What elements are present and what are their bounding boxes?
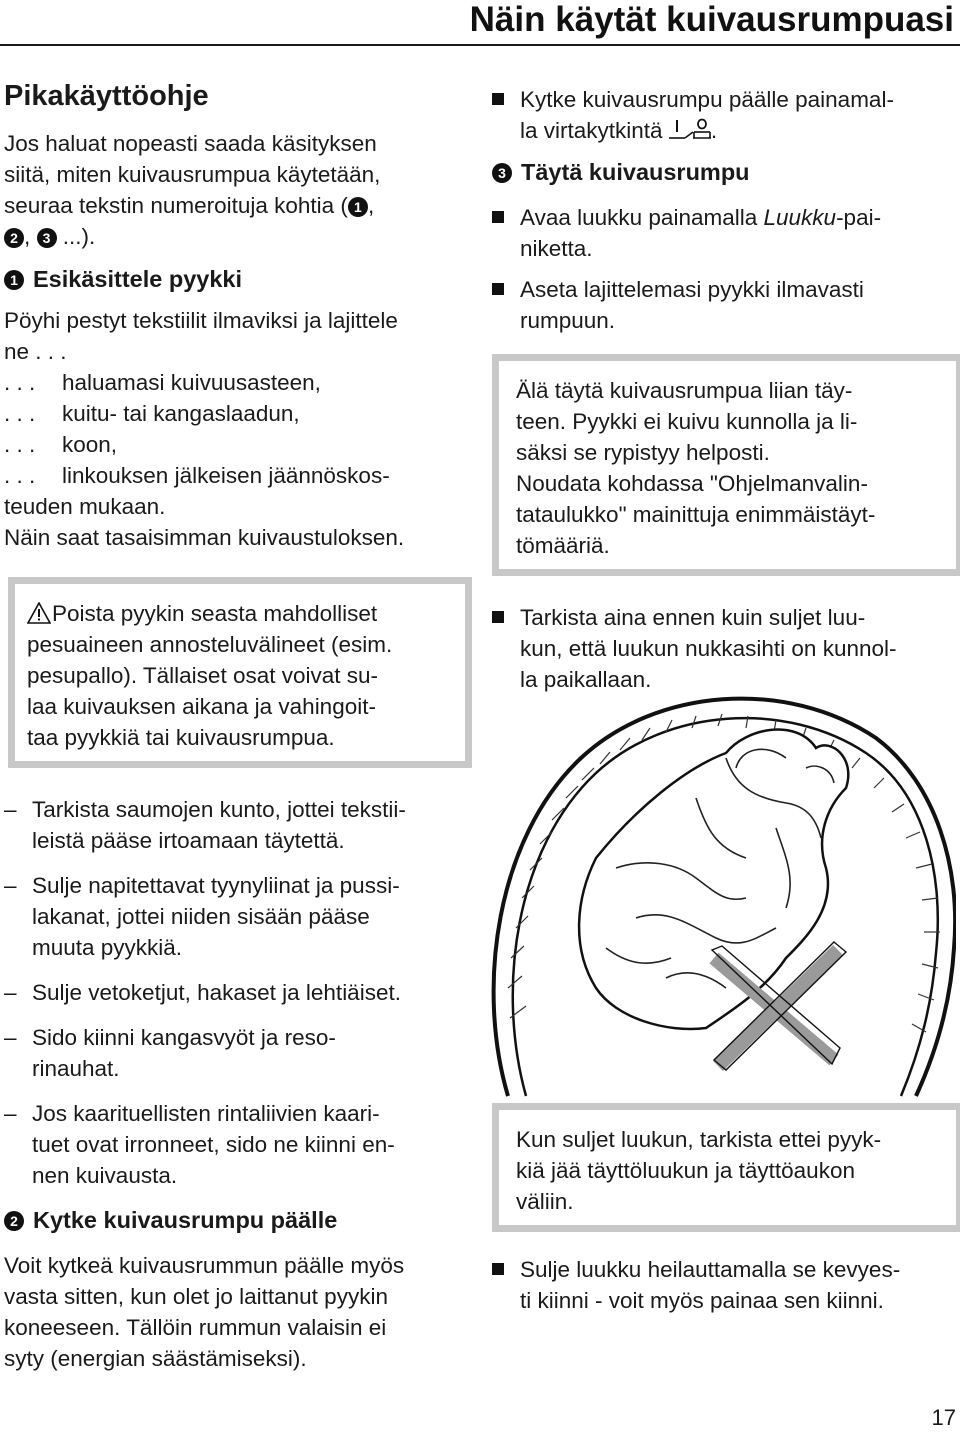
step-3-heading: 3 Täytä kuivausrumpu bbox=[492, 157, 956, 188]
step-1-number-icon: 1 bbox=[4, 270, 24, 290]
left-column bbox=[4, 80, 470, 1374]
step-1-tail-1: teuden mukaan. bbox=[4, 494, 166, 519]
bullet-item: Kytke kuivausrumpu päälle painamal- la virtakytkintä . bbox=[492, 84, 956, 146]
bullet-item: Tarkista aina ennen kuin suljet luu- kun, että luukun nukkasihti on kunnol- la paikallaan. bbox=[492, 602, 956, 695]
dash-item: – Sido kiinni kangasvyöt ja reso- rinauhat. bbox=[4, 1025, 336, 1081]
step-1-line-1: Pöyhi pestyt tekstiilit ilmaviksi ja lajittele bbox=[4, 308, 398, 333]
bullet-item: Aseta lajittelemasi pyykki ilmavasti rumpuun. bbox=[492, 274, 956, 336]
warning-box: Poista pyykin seasta mahdolliset pesuaineen annosteluvälineet (esim. pesupallo). Tällaiset osat voivat su- laa kuivauksen aikana ja vahingoit- taa pyykkiä tai kuivausrumpua. bbox=[8, 577, 472, 768]
step-3-number-icon: 3 bbox=[492, 163, 512, 183]
bullet-item: Sulje luukku heilauttamalla se kevyes- ti kiinni - voit myös painaa sen kiinni. bbox=[492, 1254, 956, 1316]
intro-line-4: 2 , 3 ...). bbox=[4, 221, 470, 252]
step-1-line-2: ne . . . bbox=[4, 339, 67, 364]
step-2-heading: 2 Kytke kuivausrumpu päälle bbox=[4, 1205, 470, 1236]
dots-item: . . . linkouksen jälkeisen jäännöskos- bbox=[4, 463, 390, 488]
square-bullet-icon bbox=[492, 211, 504, 223]
info-box-overfill: Älä täytä kuivausrumpua liian täy- teen. Pyykki ei kuivu kunnolla ja li- säksi se rypistyy helposti. Noudata kohdassa "Ohjelmanvalin- tataulukko" mainittuja enimmäistäyt- tömääriä. bbox=[492, 354, 960, 576]
info-box-door: Kun suljet luukun, tarkista ettei pyyk- kiä jää täyttöluukun ja täyttöaukon väliin. bbox=[492, 1103, 960, 1232]
drum-illustration bbox=[486, 688, 956, 1098]
intro-line-2: siitä, miten kuivausrumpua käytetään, bbox=[4, 162, 381, 187]
step-3-inline-icon: 3 bbox=[37, 228, 57, 248]
step-2-inline-icon: 2 bbox=[4, 228, 24, 248]
step-2-line-3: koneeseen. Tällöin rummun valaisin ei bbox=[4, 1315, 387, 1340]
header-rule bbox=[0, 44, 960, 46]
step-2-number-icon: 2 bbox=[4, 1211, 24, 1231]
section-title: Pikakäyttöohje bbox=[4, 80, 209, 112]
warning-triangle-icon bbox=[27, 602, 51, 624]
square-bullet-icon bbox=[492, 283, 504, 295]
page-number: 17 bbox=[931, 1405, 956, 1430]
right-column bbox=[492, 84, 956, 695]
right-column-lower bbox=[492, 1103, 956, 1316]
dots-item: . . . kuitu- tai kangaslaadun, bbox=[4, 401, 300, 426]
dash-item: – Jos kaarituellisten rintaliivien kaari- tuet ovat irronneet, sido ne kiinni en- nen kuivausta. bbox=[4, 1101, 395, 1188]
intro-line-1: Jos haluat nopeasti saada käsityksen bbox=[4, 131, 377, 156]
intro-line-3: seuraa tekstin numeroituja kohtia ( 1 , bbox=[4, 193, 375, 218]
step-2-line-2: vasta sitten, kun olet jo laittanut pyykin bbox=[4, 1284, 388, 1309]
dash-item: – Sulje napitettavat tyynyliinat ja pussi- lakanat, jottei niiden sisään pääse muuta pyykkiä. bbox=[4, 873, 400, 960]
dash-item: – Tarkista saumojen kunto, jottei tekstii- leistä pääse irtoamaan täytettä. bbox=[4, 797, 406, 853]
dash-item: – Sulje vetoketjut, hakaset ja lehtiäiset. bbox=[4, 980, 401, 1005]
step-1-tail-2: Näin saat tasaisimman kuivaustuloksen. bbox=[4, 525, 405, 550]
square-bullet-icon bbox=[492, 1263, 504, 1275]
drum-laundry-image bbox=[486, 688, 956, 1098]
bullet-item: Avaa luukku painamalla Luukku-pai- niketta. bbox=[492, 202, 956, 264]
dots-item: . . . haluamasi kuivuusasteen, bbox=[4, 370, 321, 395]
square-bullet-icon bbox=[492, 611, 504, 623]
step-1-inline-icon: 1 bbox=[348, 197, 368, 217]
step-1-heading: 1 Esikäsittele pyykki bbox=[4, 264, 470, 295]
square-bullet-icon bbox=[492, 93, 504, 105]
dots-item: . . . koon, bbox=[4, 432, 118, 457]
step-2-line-1: Voit kytkeä kuivausrummun päälle myös bbox=[4, 1253, 405, 1278]
page-header bbox=[0, 0, 960, 44]
step-2-line-4: syty (energian säästämiseksi). bbox=[4, 1346, 307, 1371]
page-title: Näin käytät kuivausrumpuasi bbox=[469, 0, 954, 39]
power-switch-icon bbox=[669, 118, 711, 142]
